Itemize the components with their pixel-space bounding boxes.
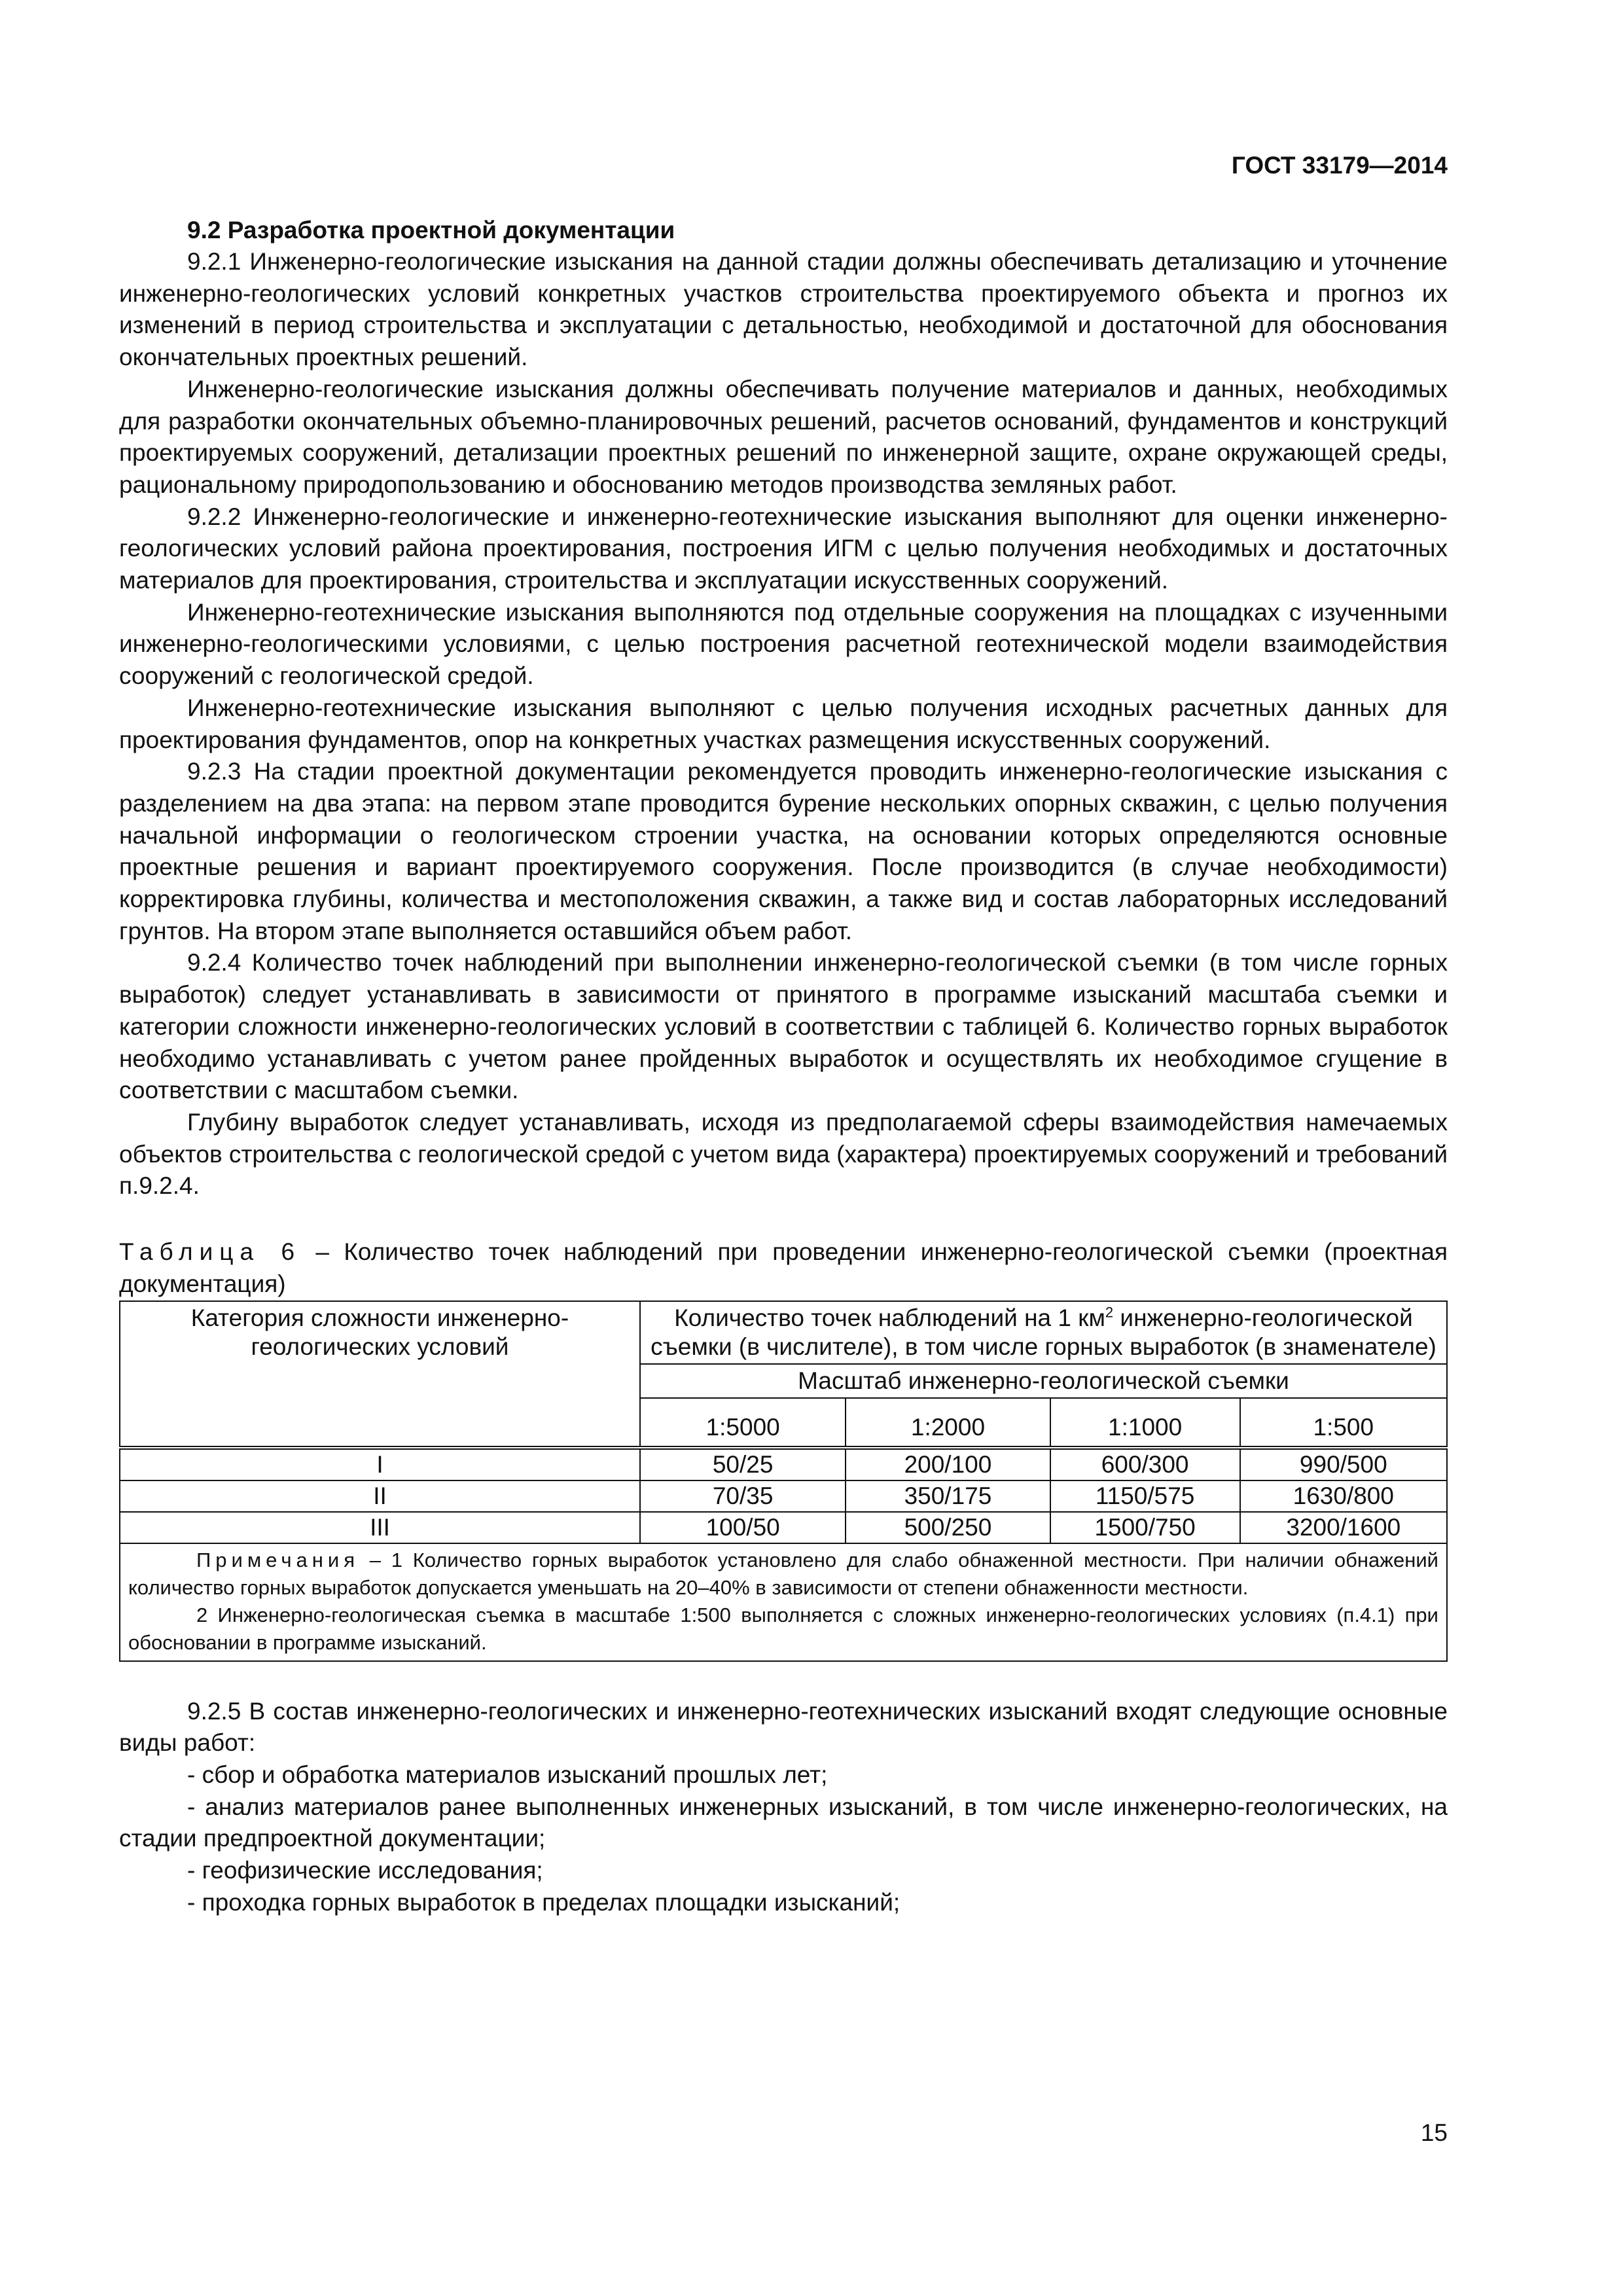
notes-label: Примечания — [196, 1548, 359, 1571]
section-continuation — [119, 1696, 1448, 1919]
table-caption-text: – Количество точек наблюдений при проведении инженерно-геологической съемки (проектная документация) — [119, 1238, 1448, 1297]
paragraph-9-2-3: 9.2.3 На стадии проектной документации рекомендуется проводить инженерно-геологические изыскания с разделением на два этапа: на первом этапе проводится бурение нескольких опорных скважин, с целью получения начальной информации о геологическом строении участка, на основании которых определяются основные проектные решения и вариант проектируемого сооружения. После производится (в случае необходимости) корректировка глубины, количества и местоположения скважин, а также вид и состав лабораторных исследований грунтов. На втором этапе выполняется оставшийся объем работ. — [119, 758, 1448, 944]
table-notes — [120, 1543, 1447, 1661]
header-points — [640, 1301, 1447, 1364]
table-caption — [119, 1236, 1448, 1300]
paragraph: Инженерно-геотехнические изыскания выполняются под отдельные сооружения на площадках с изученными инженерно-геологическими условиями, с целью построения расчетной геотехнической модели взаимодействия сооружений с геологической средой. — [119, 598, 1448, 690]
header-points-rest: инженерно-геологической съемки (в числителе), в том числе горных выработок (в знаменателе) — [651, 1304, 1436, 1360]
scale-cell: 1:5000 — [640, 1398, 846, 1448]
paragraph-9-2-5: 9.2.5 В состав инженерно-геологических и инженерно-геотехнических изысканий входят следующие основные виды работ: — [119, 1697, 1448, 1757]
paragraph: Глубину выработок следует устанавливать, исходя из предполагаемой сферы взаимодействия намечаемых объектов строительства с геологической средой с учетом вида (характера) проектируемых сооружений и требований п.9.2.4. — [119, 1108, 1448, 1200]
list-item: - анализ материалов ранее выполненных инженерных изысканий, в том числе инженерно-геологических, на стадии предпроектной документации; — [119, 1793, 1448, 1852]
note-1-text: – 1 Количество горных выработок установлено для слабо обнаженной местности. При наличии обнажений количество горных выработок допускается уменьшать на 20–40% в зависимости от степени обнаженности местности. — [128, 1548, 1438, 1599]
category-cell: I — [120, 1448, 640, 1480]
header-category: Категория сложности инженерно-геологических условий — [120, 1301, 640, 1448]
paragraph-9-2-1: 9.2.1 Инженерно-геологические изыскания на данной стадии должны обеспечивать детализацию и уточнение инженерно-геологических условий конкретных участков строительства проектируемого объекта и прогноз их изменений в период строительства и эксплуатации с детальностью, необходимой и достаточной для обоснования окончательных проектных решений. — [119, 248, 1448, 371]
value-cell: 1500/750 — [1050, 1512, 1240, 1543]
table-header-row — [120, 1301, 1447, 1364]
value-cell: 350/175 — [846, 1480, 1050, 1512]
paragraph: Инженерно-геотехнические изыскания выполняют с целью получения исходных расчетных данных для проектирования фундаментов, опор на конкретных участках размещения искусственных сооружений. — [119, 694, 1448, 753]
value-cell: 500/250 — [846, 1512, 1050, 1543]
header-points-main: Количество точек наблюдений на 1 км — [674, 1304, 1105, 1331]
paragraph-9-2-2: 9.2.2 Инженерно-геологические и инженерно-геотехнические изыскания выполняют для оценки инженерно-геологических условий района проектирования, построения ИГМ с целью получения необходимых и достаточных материалов для проектирования, строительства и эксплуатации искусственных сооружений. — [119, 503, 1448, 594]
paragraph-9-2-4: 9.2.4 Количество точек наблюдений при выполнении инженерно-геологической съемки (в том числе горных выработок) следует устанавливать в зависимости от принятого в программе изысканий масштаба съемки и категории сложности инженерно-геологических условий в соответствии с таблицей 6. Количество горных выработок необходимо устанавливать с учетом ранее пройденных выработок и осуществлять их необходимое сгущение в соответствии с масштабом съемки. — [119, 949, 1448, 1104]
scale-cell: 1:2000 — [846, 1398, 1050, 1448]
value-cell: 1630/800 — [1240, 1480, 1447, 1512]
list-item: - сбор и обработка материалов изысканий прошлых лет; — [187, 1761, 828, 1788]
value-cell: 1150/575 — [1050, 1480, 1240, 1512]
scale-cell: 1:500 — [1240, 1398, 1447, 1448]
list-item: - геофизические исследования; — [187, 1857, 543, 1884]
table-notes-row — [120, 1543, 1447, 1661]
value-cell: 600/300 — [1050, 1448, 1240, 1480]
value-cell: 100/50 — [640, 1512, 846, 1543]
note-2: 2 Инженерно-геологическая съемка в масштабе 1:500 выполняется с сложных инженерно-геологических условиях (п.4.1) при обосновании в программе изысканий. — [128, 1603, 1438, 1654]
value-cell: 3200/1600 — [1240, 1512, 1447, 1543]
category-cell: II — [120, 1480, 640, 1512]
table-caption-label: Таблица 6 — [119, 1238, 302, 1266]
paragraph: Инженерно-геологические изыскания должны обеспечивать получение материалов и данных, необходимых для разработки окончательных объемно-планировочных решений, расчетов оснований, фундаментов и конструкций проектируемых сооружений, детализации проектных решений по инженерной защите, охране окружающей среды, рациональному природопользованию и обоснованию методов производства земляных работ. — [119, 375, 1448, 498]
note-1 — [128, 1547, 1438, 1602]
header-points-sup: 2 — [1105, 1304, 1114, 1321]
page-body — [119, 215, 1448, 1918]
category-cell: III — [120, 1512, 640, 1543]
section-heading: 9.2 Разработка проектной документации — [187, 217, 675, 243]
list-item: - проходка горных выработок в пределах площадки изысканий; — [187, 1888, 901, 1916]
value-cell: 200/100 — [846, 1448, 1050, 1480]
observation-points-table — [119, 1300, 1448, 1662]
page-number: 15 — [1420, 2119, 1448, 2146]
document-header: ГОСТ 33179—2014 — [1231, 152, 1448, 179]
table-row — [120, 1448, 1447, 1480]
value-cell: 70/35 — [640, 1480, 846, 1512]
scale-cell: 1:1000 — [1050, 1398, 1240, 1448]
table-row — [120, 1512, 1447, 1543]
header-scale: Масштаб инженерно-геологической съемки — [640, 1364, 1447, 1398]
value-cell: 50/25 — [640, 1448, 846, 1480]
value-cell: 990/500 — [1240, 1448, 1447, 1480]
table-row — [120, 1480, 1447, 1512]
